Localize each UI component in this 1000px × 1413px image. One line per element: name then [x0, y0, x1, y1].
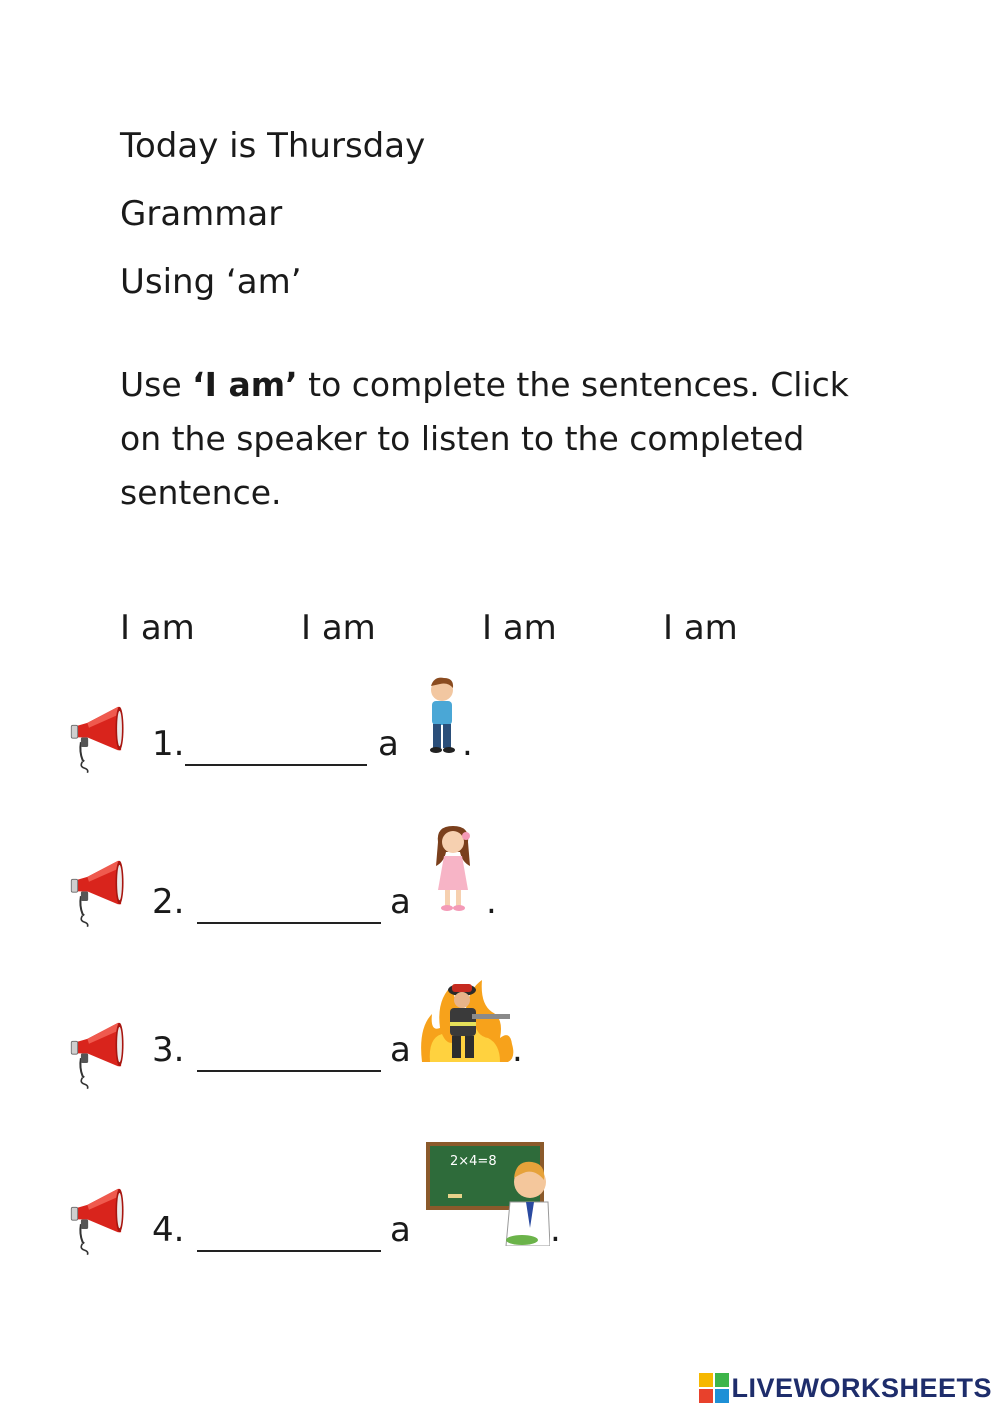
boy-picture	[418, 674, 466, 754]
megaphone-icon[interactable]	[60, 856, 134, 930]
answer-input[interactable]	[197, 1248, 381, 1252]
item-number: 3.	[152, 1030, 185, 1070]
item-number: 2.	[152, 882, 185, 922]
article: a	[390, 882, 411, 922]
word-bank-item[interactable]: I am	[120, 608, 195, 648]
subject-line: Grammar	[120, 194, 283, 234]
footer-brand	[699, 1371, 992, 1405]
word-bank-item[interactable]: I am	[663, 608, 738, 648]
teacher-picture	[426, 1142, 550, 1246]
answer-input[interactable]	[185, 762, 367, 766]
item-number: 4.	[152, 1210, 185, 1250]
instructions-after: to complete the sentences. Click on the speaker to listen to the completed sentence.	[120, 365, 849, 512]
answer-input[interactable]	[197, 920, 381, 924]
liveworksheets-logo-icon	[699, 1373, 729, 1403]
item-number: 1.	[152, 724, 185, 764]
sentence-end: .	[462, 724, 473, 764]
article: a	[390, 1030, 411, 1070]
instructions-before: Use	[120, 365, 193, 404]
sentence-end: .	[550, 1210, 561, 1250]
word-bank-item[interactable]: I am	[482, 608, 557, 648]
word-bank-item[interactable]: I am	[301, 608, 376, 648]
firefighter-picture	[418, 978, 516, 1064]
girl-picture	[428, 822, 478, 914]
instructions	[120, 358, 900, 520]
chalkboard-text: 2×4=8	[450, 1154, 497, 1169]
megaphone-icon[interactable]	[60, 702, 134, 776]
megaphone-icon[interactable]	[60, 1018, 134, 1092]
sentence-end: .	[486, 882, 497, 922]
sentence-row	[60, 822, 760, 932]
sentence-row	[60, 974, 760, 1084]
article: a	[390, 1210, 411, 1250]
topic-line: Using ‘am’	[120, 262, 302, 302]
megaphone-icon[interactable]	[60, 1184, 134, 1258]
instructions-bold: ‘I am’	[192, 365, 298, 404]
footer-brand-text: LIVEWORKSHEETS	[731, 1372, 992, 1403]
sentence-end: .	[512, 1030, 523, 1070]
sentence-row	[60, 680, 760, 790]
date-line: Today is Thursday	[120, 126, 426, 166]
sentence-row	[60, 1140, 760, 1250]
article: a	[378, 724, 399, 764]
answer-input[interactable]	[197, 1068, 381, 1072]
